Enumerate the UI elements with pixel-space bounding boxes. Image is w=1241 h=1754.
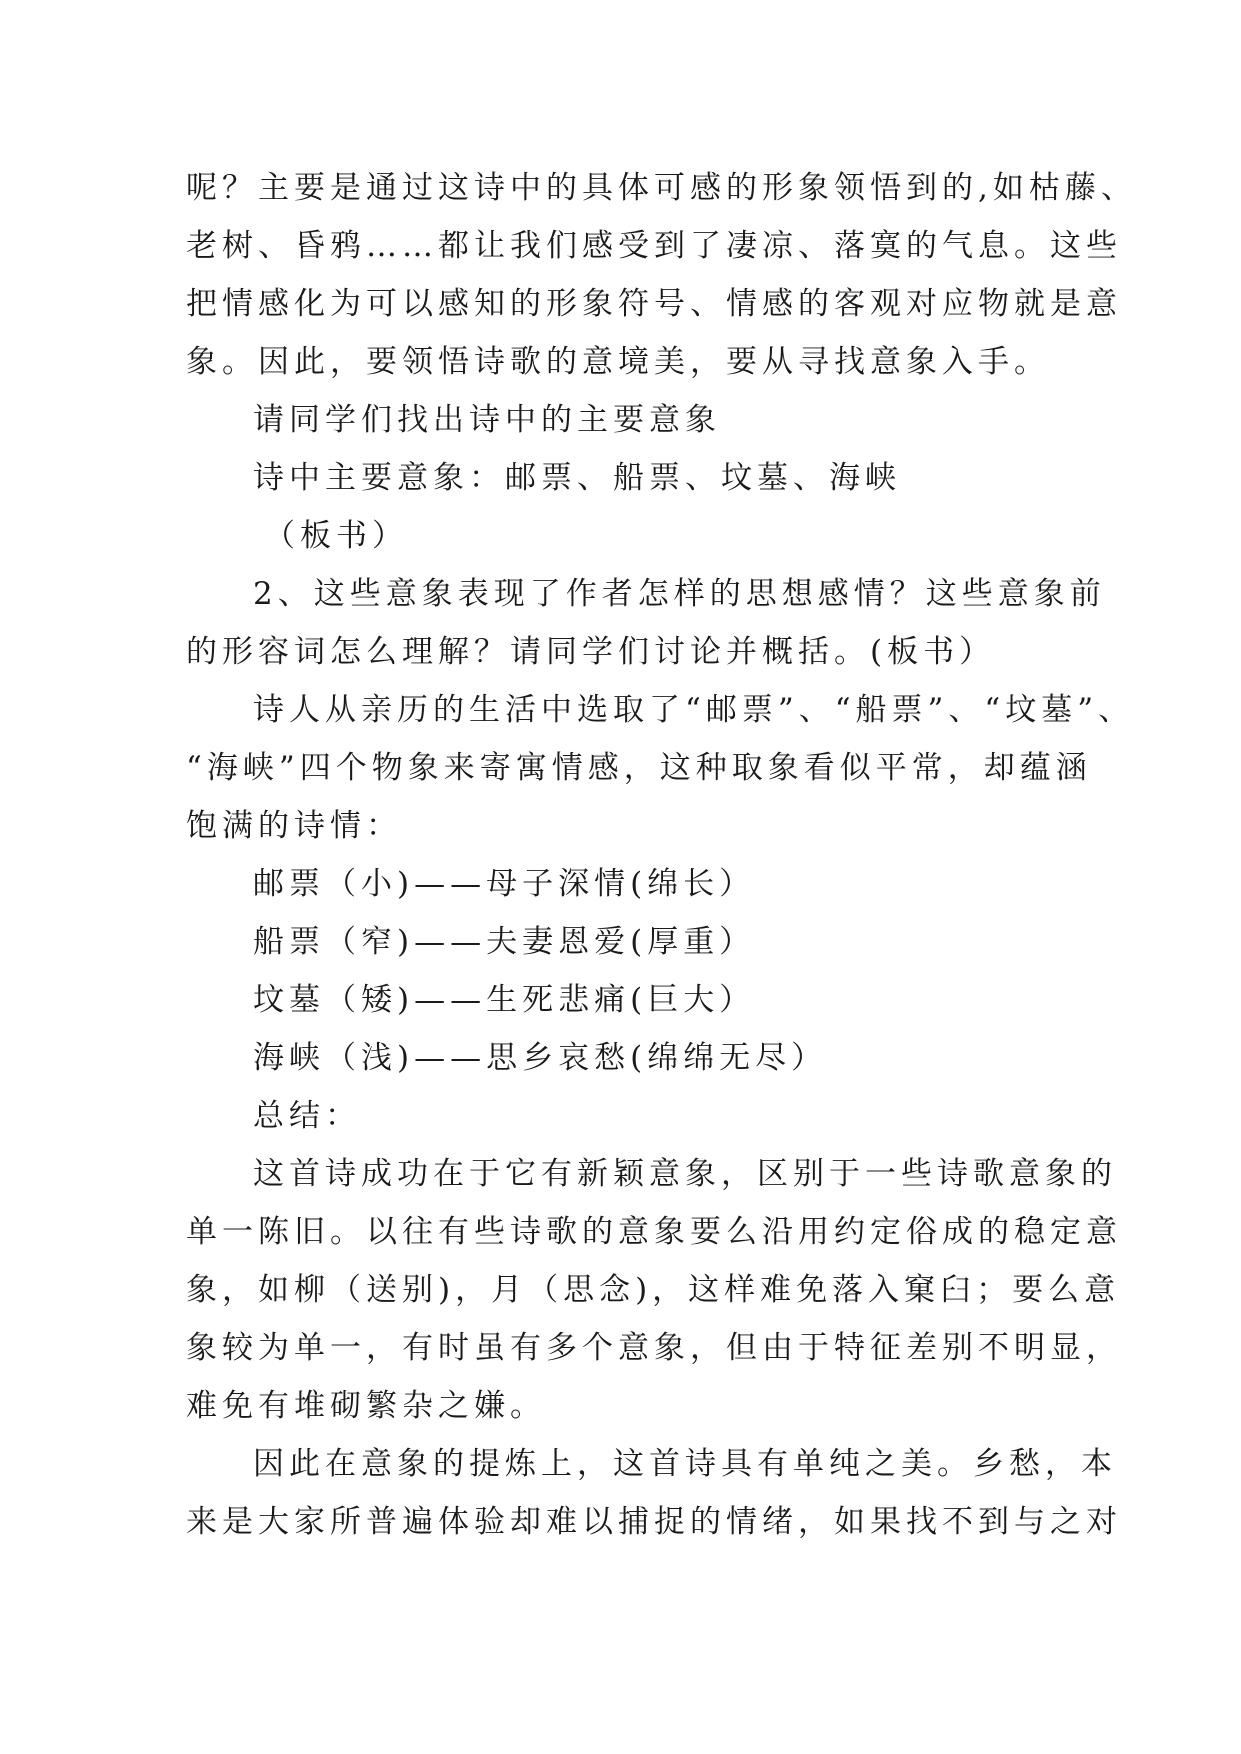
body-line: 象较为单一，有时虽有多个意象，但由于特征差别不明显， <box>186 1330 1122 1366</box>
body-line: 象，如柳（送别)，月（思念)，这样难免落入窠臼；要么意 <box>186 1272 1121 1308</box>
body-line: 呢？主要是通过这诗中的具体可感的形象领悟到的,如枯藤、 <box>186 170 1137 206</box>
body-line: 老树、昏鸦……都让我们感受到了凄凉、落寞的气息。这些 <box>186 228 1122 264</box>
imagery-item: 海峡（浅)——思乡哀愁(绵绵无尽） <box>253 1040 828 1076</box>
body-line: 诗人从亲历的生活中选取了“邮票”、“船票”、“坟墓”、 <box>253 692 1135 728</box>
blackboard-note: （板书） <box>264 518 408 554</box>
body-line: “海峡”四个物象来寄寓情感，这种取象看似平常，却蕴涵 <box>186 750 1092 786</box>
body-line: 的形容词怎么理解？请同学们讨论并概括。(板书） <box>186 634 996 670</box>
body-line: 这首诗成功在于它有新颖意象，区别于一些诗歌意象的 <box>253 1156 1117 1192</box>
body-line: 请同学们找出诗中的主要意象 <box>253 402 721 438</box>
body-line: 把情感化为可以感知的形象符号、情感的客观对应物就是意 <box>186 286 1122 322</box>
imagery-item: 坟墓（矮)——生死悲痛(巨大） <box>253 982 756 1018</box>
body-line: 因此在意象的提炼上，这首诗具有单纯之美。乡愁，本 <box>253 1446 1117 1482</box>
body-line: 诗中主要意象：邮票、船票、坟墓、海峡 <box>253 460 901 496</box>
body-line: 难免有堆砌繁杂之嫌。 <box>186 1388 546 1424</box>
body-line: 单一陈旧。以往有些诗歌的意象要么沿用约定俗成的稳定意 <box>186 1214 1122 1250</box>
summary-heading: 总结： <box>253 1098 361 1134</box>
body-line: 来是大家所普遍体验却难以捕捉的情绪，如果找不到与之对 <box>186 1504 1122 1540</box>
body-line: 饱满的诗情： <box>186 808 402 844</box>
imagery-item: 邮票（小)——母子深情(绵长） <box>253 866 756 902</box>
imagery-item: 船票（窄)——夫妻恩爱(厚重） <box>253 924 756 960</box>
question-heading: 2、这些意象表现了作者怎样的思想感情？这些意象前 <box>253 576 1106 612</box>
body-line: 象。因此，要领悟诗歌的意境美，要从寻找意象入手。 <box>186 344 1050 380</box>
